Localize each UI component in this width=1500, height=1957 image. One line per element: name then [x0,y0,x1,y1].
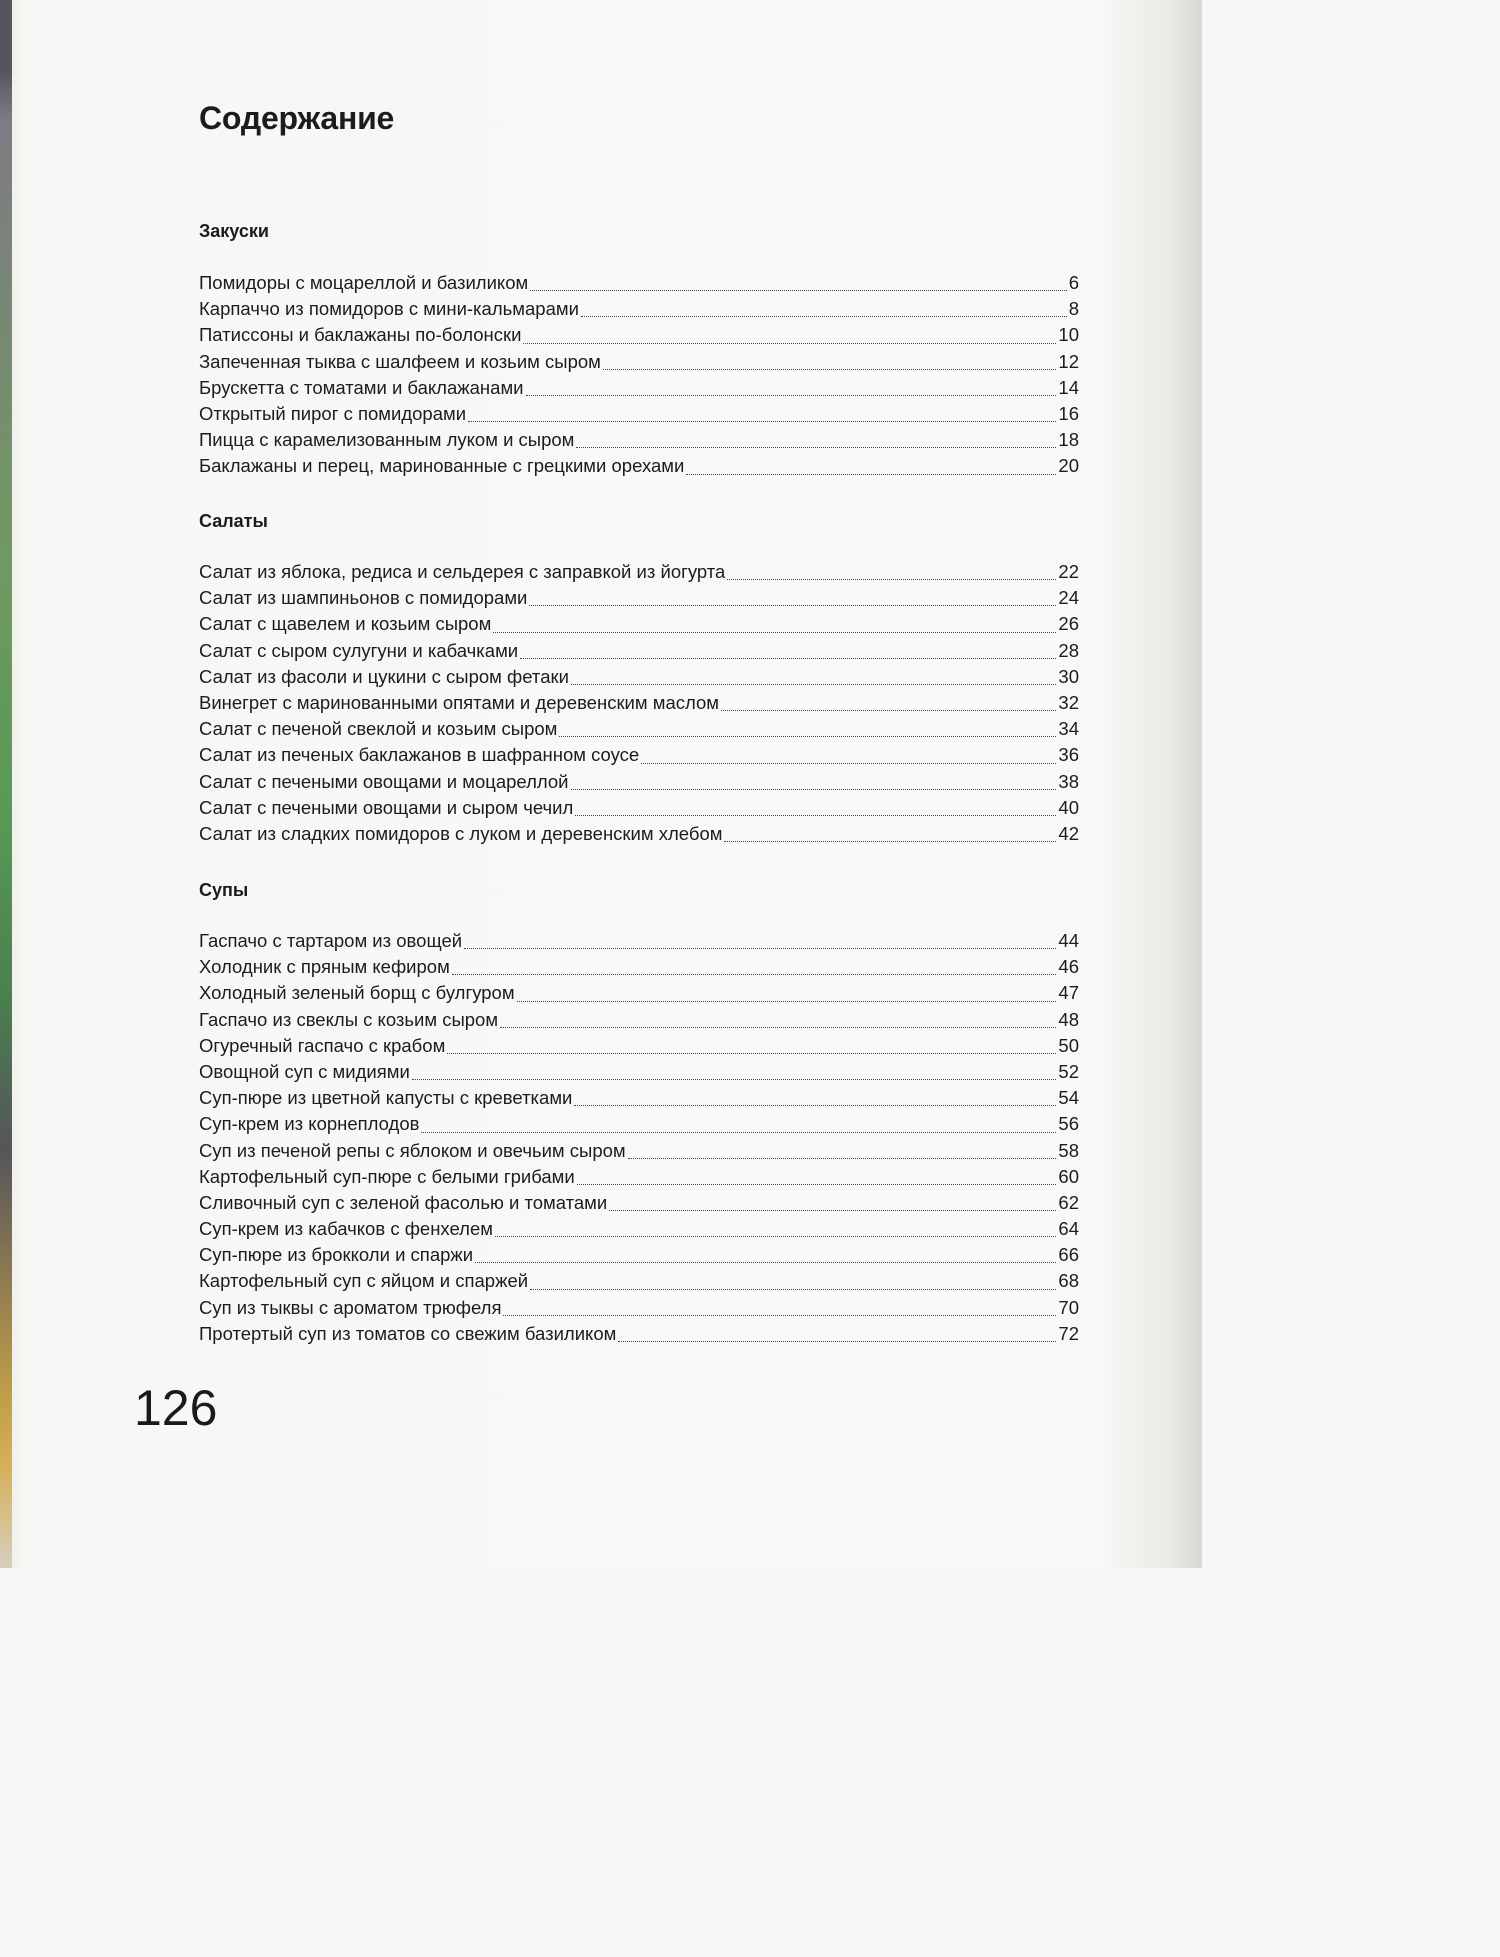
toc-entry [199,980,1079,1006]
toc-entry-page: 6 [1068,272,1079,293]
toc-entry-page: 20 [1058,455,1079,477]
toc-entry-page: 42 [1058,822,1079,844]
dot-leader [452,974,1057,975]
toc-entry [199,322,1079,348]
toc-entry-page: 62 [1058,1191,1079,1213]
toc-entry-title: Помидоры с моцареллой и базиликом [199,272,529,293]
toc-entry-title: Картофельный суп-пюре с белыми грибами [199,1165,575,1187]
toc-entry-title: Пицца с карамелизованным луком и сыром [199,429,575,451]
toc-entry-page: 34 [1058,718,1079,740]
dot-leader [686,474,1056,475]
toc-entry-page: 16 [1058,402,1079,424]
dot-leader [495,1236,1056,1237]
toc-entry-title: Картофельный суп с яйцом и спаржей [199,1270,529,1292]
toc-entry [199,375,1079,401]
toc-entry-page: 38 [1058,770,1079,792]
toc-entry [199,270,1079,296]
dot-leader [500,1027,1056,1028]
dot-leader [468,421,1056,422]
toc-entry-title: Салат с печеными овощами и сыром чечил [199,796,574,818]
page-edge-strip [0,0,12,1568]
toc-entry [199,664,1079,690]
toc-entry-title: Салат из яблока, редиса и сельдерея с заправкой из йогурта [199,561,726,582]
toc-entry-title: Овощной суп с мидиями [199,1060,410,1082]
toc-entry-page: 14 [1058,376,1079,398]
section-entries [199,559,1079,847]
toc-entry-title: Запеченная тыква с шалфеем и козьим сыром [199,350,601,372]
dot-leader [421,1132,1056,1133]
toc-entry [199,1138,1079,1164]
toc-entry-title: Салат с сыром сулугуни и кабачками [199,639,519,661]
toc-entry-title: Суп-пюре из цветной капусты с креветками [199,1087,573,1109]
section-heading: Супы [199,880,249,900]
section-entries [199,270,1079,480]
dot-leader [412,1079,1057,1080]
toc-entry-title: Гаспачо с тартаром из овощей [199,930,463,951]
section-heading: Закуски [199,221,269,241]
toc-entry-page: 46 [1058,956,1079,978]
toc-entry-page: 50 [1058,1034,1079,1056]
toc-entry-title: Салат с щавелем и козьим сыром [199,613,492,635]
dot-leader [618,1341,1056,1342]
toc-entry-page: 36 [1058,744,1079,766]
section-entries [199,928,1079,1347]
dot-leader [520,658,1056,659]
toc-entry-title: Суп-крем из кабачков с фенхелем [199,1218,493,1240]
dot-leader [523,343,1056,344]
section-supy [199,877,1079,1344]
toc-entry-title: Карпаччо из помидоров с мини-кальмарами [199,298,579,320]
dot-leader [628,1158,1057,1159]
toc-entry [199,453,1079,479]
toc-entry [199,1085,1079,1111]
dot-leader [641,763,1056,764]
page-title: Содержание [199,100,395,136]
toc-entry [199,427,1079,453]
dot-leader [493,632,1056,633]
toc-entry-title: Огуречный гаспачо с крабом [199,1034,446,1056]
toc-entry-page: 30 [1058,665,1079,687]
toc-entry [199,611,1079,637]
dot-leader [503,1315,1056,1316]
toc-entry-title: Салат из сладких помидоров с луком и деревенским хлебом [199,822,723,844]
dot-leader [581,316,1067,317]
dot-leader [559,736,1056,737]
toc-entry [199,821,1079,847]
dot-leader [603,369,1057,370]
toc-entry [199,769,1079,795]
toc-entry-page: 47 [1058,982,1079,1004]
toc-entry-page: 8 [1068,298,1079,320]
toc-entry [199,1190,1079,1216]
toc-entry [199,1242,1079,1268]
toc-entry-page: 18 [1058,429,1079,451]
dot-leader [475,1262,1056,1263]
section-zakuski [199,218,1079,477]
toc-entry [199,1164,1079,1190]
toc-entry-title: Патиссоны и баклажаны по-болонски [199,324,522,346]
toc-entry [199,401,1079,427]
toc-entry-page: 22 [1058,561,1079,582]
toc-entry-title: Холодник с пряным кефиром [199,956,450,978]
toc-entry-title: Холодный зеленый борщ с булгуром [199,982,515,1004]
section-heading: Салаты [199,511,268,531]
dot-leader [530,1289,1056,1290]
toc-entry [199,296,1079,322]
toc-entry [199,585,1079,611]
toc-entry-title: Салат с печеной свеклой и козьим сыром [199,718,558,740]
toc-entry-page: 58 [1058,1139,1079,1161]
toc-entry-title: Салат из шампиньонов с помидорами [199,587,528,609]
toc-entry-page: 32 [1058,691,1079,713]
dot-leader [575,815,1056,816]
toc-entry-title: Салат из фасоли и цукини с сыром фетаки [199,665,569,687]
toc-entry-page: 60 [1058,1165,1079,1187]
dot-leader [571,789,1057,790]
toc-entry [199,349,1079,375]
dot-leader [517,1001,1057,1002]
toc-entry-title: Суп из печеной репы с яблоком и овечьим сыром [199,1139,626,1161]
toc-entry-title: Баклажаны и перец, маринованные с грецкими орехами [199,455,685,477]
dot-leader [576,447,1056,448]
toc-entry-title: Суп-пюре из брокколи и спаржи [199,1244,474,1266]
toc-entry-page: 70 [1058,1296,1079,1318]
toc-entry [199,795,1079,821]
toc-entry [199,742,1079,768]
dot-leader [464,948,1056,949]
section-salaty [199,508,1079,844]
toc-entry-page: 68 [1058,1270,1079,1292]
toc-entry [199,638,1079,664]
dot-leader [526,395,1057,396]
toc-entry-page: 44 [1058,930,1079,951]
toc-entry-title: Салат с печеными овощами и моцареллой [199,770,569,792]
page-number: 126 [134,1380,218,1436]
toc-entry [199,1216,1079,1242]
toc-entry [199,1033,1079,1059]
toc-entry-page: 56 [1058,1113,1079,1135]
toc-entry-page: 24 [1058,587,1079,609]
dot-leader [529,605,1056,606]
toc-entry-page: 40 [1058,796,1079,818]
toc-entry-title: Суп из тыквы с ароматом трюфеля [199,1296,502,1318]
toc-entry-page: 28 [1058,639,1079,661]
toc-entry [199,928,1079,954]
toc-entry [199,690,1079,716]
toc-entry [199,1295,1079,1321]
dot-leader [609,1210,1056,1211]
toc-entry-title: Суп-крем из корнеплодов [199,1113,420,1135]
toc-entry-title: Брускетта с томатами и баклажанами [199,376,524,398]
dot-leader [530,290,1066,291]
dot-leader [574,1105,1056,1106]
dot-leader [571,684,1057,685]
toc-entry [199,1111,1079,1137]
toc-entry-title: Протертый суп из томатов со свежим базиликом [199,1322,617,1344]
toc-entry [199,1059,1079,1085]
toc-entry-title: Гаспачо из свеклы с козьим сыром [199,1008,499,1030]
toc-entry-page: 72 [1058,1322,1079,1344]
toc-entry-page: 48 [1058,1008,1079,1030]
toc-entry-page: 66 [1058,1244,1079,1266]
toc-entry-title: Салат из печеных баклажанов в шафранном соусе [199,744,640,766]
toc-entry [199,954,1079,980]
toc-entry-page: 64 [1058,1218,1079,1240]
toc-entry-page: 52 [1058,1060,1079,1082]
toc-entry [199,716,1079,742]
toc-entry [199,559,1079,585]
dot-leader [721,710,1056,711]
toc-entry-page: 10 [1058,324,1079,346]
dot-leader [447,1053,1056,1054]
toc-entry-page: 26 [1058,613,1079,635]
toc-entry-title: Открытый пирог с помидорами [199,402,467,424]
dot-leader [577,1184,1057,1185]
toc-entry-page: 12 [1058,350,1079,372]
toc-entry [199,1007,1079,1033]
toc-entry-title: Сливочный суп с зеленой фасолью и томатами [199,1191,608,1213]
toc-entry [199,1268,1079,1294]
toc-entry-title: Винегрет с маринованными опятами и деревенским маслом [199,691,719,713]
toc-entry [199,1321,1079,1347]
toc-entry-page: 54 [1058,1087,1079,1109]
dot-leader [727,579,1056,580]
dot-leader [724,841,1056,842]
